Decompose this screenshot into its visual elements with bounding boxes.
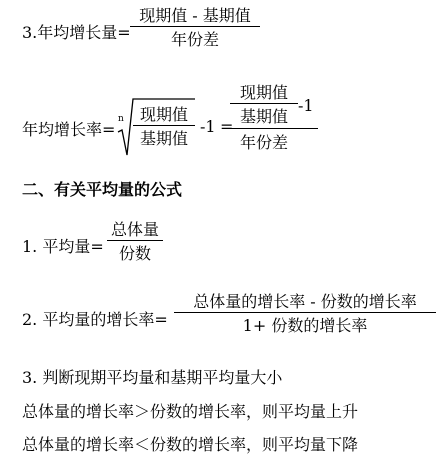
formula-average-label: 1. 平均量=: [22, 237, 104, 256]
denominator: 份数: [118, 244, 151, 263]
outer-fraction: [230, 80, 298, 127]
section-heading: 二、有关平均量的公式: [22, 180, 183, 199]
numerator: 现期值 - 基期值: [139, 6, 251, 25]
root-numerator: 现期值: [139, 105, 188, 124]
formula-average-growth-label: 2. 平均量的增长率=: [22, 310, 168, 329]
item-3-title: 3. 判断现期平均量和基期平均量大小: [22, 368, 283, 387]
outer-num-bottom: 基期值: [239, 107, 288, 126]
numerator: 总体量的增长率 - 份数的增长率: [193, 292, 417, 311]
item-3-line-2: 总体量的增长率＜份数的增长率，则平均量下降: [22, 435, 359, 454]
denominator: 1+ 份数的增长率: [242, 316, 368, 335]
root-denominator: 基期值: [139, 129, 188, 148]
formula-annual-growth-amount-label: 3.年均增长量=: [22, 23, 131, 42]
outer-minus-one: -1: [298, 96, 314, 115]
formula-annual-growth-amount-fraction: [130, 3, 260, 50]
outer-denominator: 年份差: [240, 133, 289, 152]
formula-annual-growth-rate-label: 年均增长率=: [22, 120, 116, 139]
formula-average-fraction: [107, 217, 163, 264]
outer-fraction-bar: [230, 128, 318, 129]
minus-one: -1: [200, 117, 216, 136]
outer-num-top: 现期值: [239, 83, 288, 102]
item-3-line-1: 总体量的增长率＞份数的增长率，则平均量上升: [22, 402, 359, 421]
formula-average-growth-fraction: [174, 289, 436, 336]
equals-sign: =: [220, 117, 234, 136]
denominator: 年份差: [170, 30, 219, 49]
numerator: 总体量: [110, 220, 159, 239]
root-fraction: [133, 102, 195, 149]
root-index: n: [118, 114, 124, 124]
